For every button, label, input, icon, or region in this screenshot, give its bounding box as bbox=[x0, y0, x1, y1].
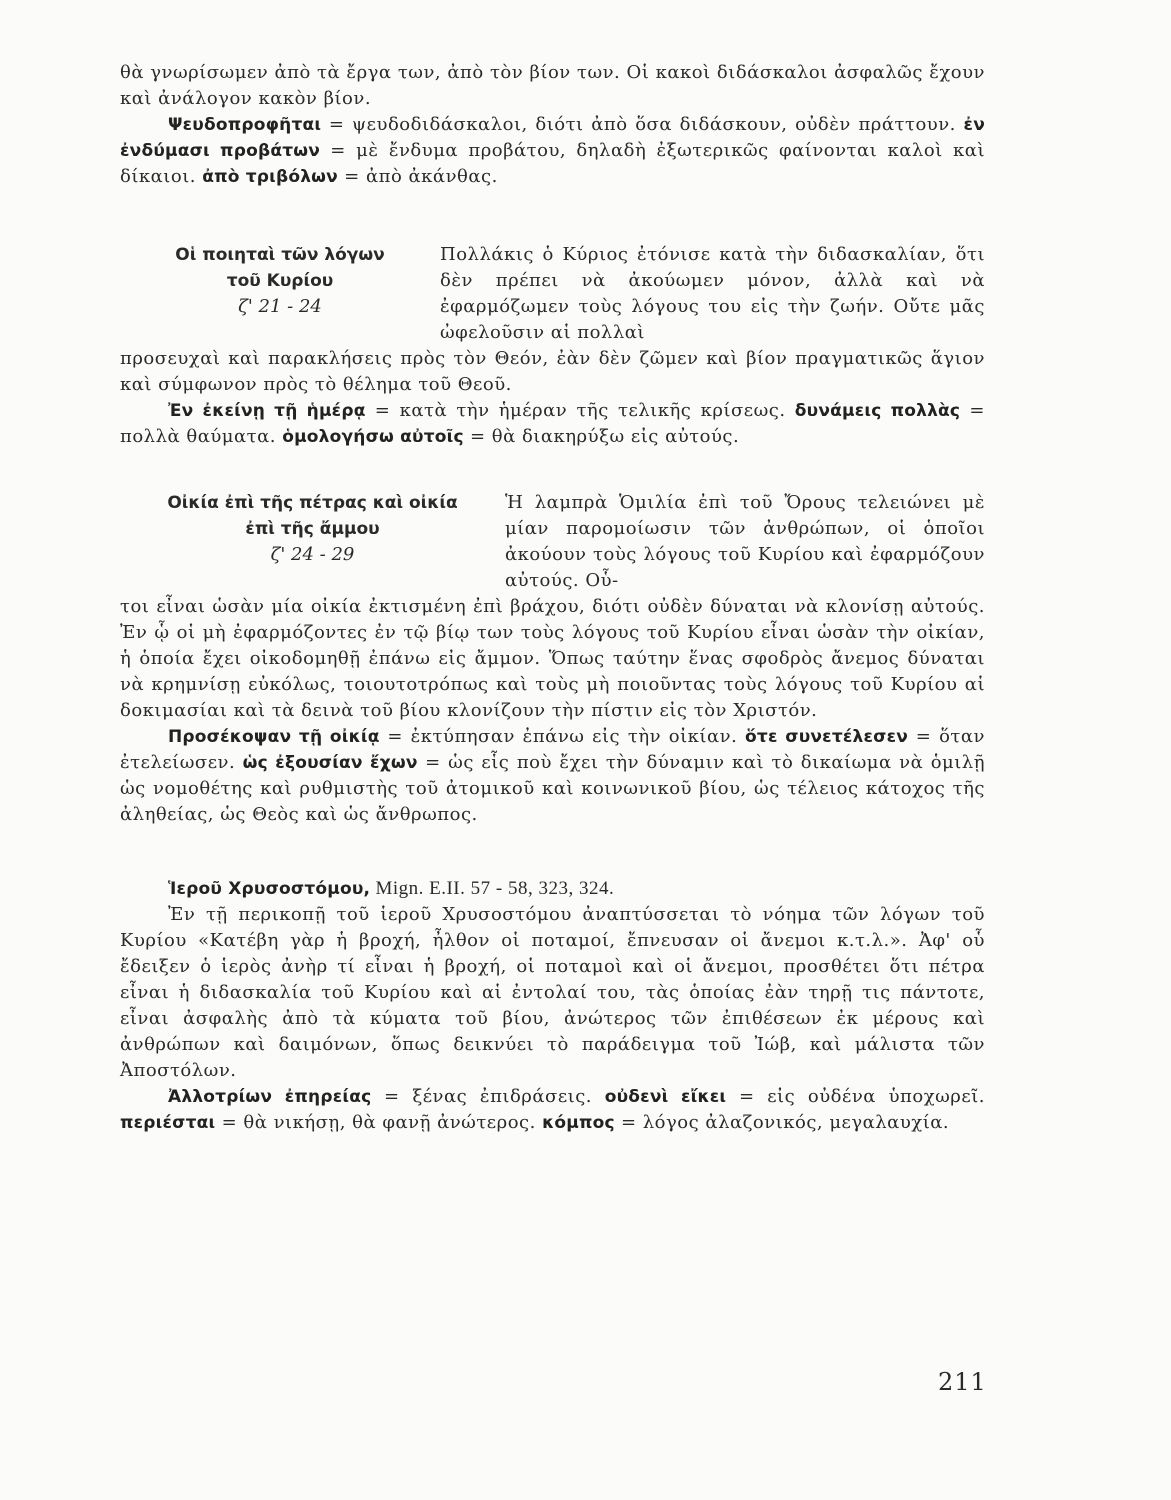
gloss-term: ἐν ἐνδύμασι προβάτων bbox=[120, 115, 985, 161]
section-poets-of-words bbox=[120, 242, 985, 450]
section-title-line: ἐπὶ τῆς ἄμμου bbox=[245, 519, 380, 539]
gloss-def: = μὲ ἔνδυμα προβάτου, δηλαδὴ ἐξωτερικῶς φαίνονται καλοὶ καὶ δίκαιοι. bbox=[120, 140, 985, 187]
gloss-def: = ὡς εἷς ποὺ ἔχει τὴν δύναμιν καὶ τὸ δικαίωμα νὰ ὁμιλῇ ὡς νομοθέτης καὶ ρυθμιστὴς τοῦ ἀτομικοῦ καὶ κοινωνικοῦ βίου, ὡς τέλειος κάτοχος τῆς ἀληθείας, ὡς Θεὸς καὶ ὡς ἄνθρωπος. bbox=[120, 752, 985, 825]
gloss-def: = θὰ νικήσῃ, θὰ φανῇ ἀνώτερος. bbox=[215, 1112, 543, 1133]
gloss-term: Προσέκοψαν τῇ οἰκίᾳ bbox=[168, 727, 380, 747]
section-title-line: Οἰκία ἐπὶ τῆς πέτρας καὶ οἰκία bbox=[167, 493, 458, 513]
gloss-def: = ἐκτύπησαν ἐπάνω εἰς τὴν οἰκίαν. bbox=[379, 726, 746, 747]
intro-paragraph: θὰ γνωρίσωμεν ἀπὸ τὰ ἔργα των, ἀπὸ τὸν βίον των. Οἱ κακοὶ διδάσκαλοι ἀσφαλῶς ἔχουν καὶ ἀνάλογον κακὸν βίον. bbox=[120, 62, 985, 109]
gloss-term: ὁμολογήσω αὐτοῖς bbox=[282, 427, 464, 447]
gloss-term: δυνάμεις πολλὰς bbox=[794, 401, 961, 421]
page-number: 211 bbox=[938, 1368, 987, 1396]
section-reference: ζ' 21 - 24 bbox=[238, 296, 322, 317]
section-glossary bbox=[120, 398, 985, 450]
gloss-term: Ψευδοπροφῆται bbox=[168, 115, 322, 135]
gloss-term: Ἀλλοτρίων ἐπηρείας bbox=[168, 1087, 372, 1107]
gloss-def: = πολλὰ θαύματα. bbox=[120, 400, 985, 447]
gloss-term: οὐδενὶ εἴκει bbox=[604, 1087, 727, 1107]
gloss-def: = θὰ διακηρύξω εἰς αὐτούς. bbox=[463, 426, 740, 447]
section-heading bbox=[120, 876, 985, 902]
gloss-term: ὡς ἐξουσίαν ἔχων bbox=[242, 753, 418, 773]
gloss-term: ἀπὸ τριβόλων bbox=[202, 167, 338, 187]
intro-glossary bbox=[120, 112, 985, 190]
section-title-line: Οἱ ποιηταὶ τῶν λόγων bbox=[175, 245, 385, 265]
section-side-text: Πολλάκις ὁ Κύριος ἐτόνισε κατὰ τὴν διδασκαλίαν, ὅτι δὲν πρέπει νὰ ἀκούωμεν μόνον, ἀλλὰ καὶ νὰ ἐφαρμόζωμεν τοὺς λόγους του εἰς τὴν ζωήν. Οὔτε μᾶς ὠφελοῦσιν αἱ πολλαὶ bbox=[440, 244, 985, 343]
gloss-def: = ὅταν ἐτελείωσεν. bbox=[120, 726, 985, 773]
gloss-term: ὅτε συνετέλεσεν bbox=[745, 727, 909, 747]
section-side-text: Ἡ λαμπρὰ Ὁμιλία ἐπὶ τοῦ Ὄρους τελειώνει μὲ μίαν παρομοίωσιν τῶν ἀνθρώπων, οἱ ὁποῖοι ἀκούουν τοὺς λόγους τοῦ Κυρίου καὶ ἐφαρμόζουν αὐτούς. Οὗ- bbox=[505, 492, 985, 591]
section-title-line: τοῦ Κυρίου bbox=[226, 271, 334, 291]
page-content bbox=[120, 60, 985, 1136]
section-glossary bbox=[120, 724, 985, 828]
section-head bbox=[120, 490, 985, 594]
section-reference: ζ' 24 - 29 bbox=[270, 544, 355, 565]
section-house-on-rock bbox=[120, 490, 985, 828]
gloss-term: Ἐν ἐκείνῃ τῇ ἡμέρᾳ bbox=[168, 401, 366, 421]
section-head bbox=[120, 242, 985, 346]
gloss-term: κόμπος bbox=[542, 1113, 615, 1133]
gloss-def: = ξένας ἐπιδράσεις. bbox=[371, 1086, 605, 1107]
gloss-def: = λόγος ἀλαζονικός, μεγαλαυχία. bbox=[614, 1112, 950, 1133]
section-glossary bbox=[120, 1084, 985, 1136]
gloss-term: περιέσται bbox=[120, 1113, 216, 1133]
section-chrysostom bbox=[120, 876, 985, 1136]
source-reference: Mign. E.II. 57 - 58, 323, 324. bbox=[370, 878, 615, 899]
section-title bbox=[120, 490, 505, 594]
section-text: Ἐν τῇ περικοπῇ τοῦ ἱεροῦ Χρυσοστόμου ἀναπτύσσεται τὸ νόημα τῶν λόγων τοῦ Κυρίου «Κατέβη γὰρ ἡ βροχή, ἦλθον οἱ ποταμοί, ἔπνευσαν οἱ ἄνεμοι κ.τ.λ.». Ἀφ' οὗ ἔδειξεν ὁ ἱερὸς ἀνὴρ τί εἶναι ἡ βροχή, οἱ ποταμοὶ καὶ οἱ ἄνεμοι, προσθέτει ὅτι πέτρα εἶναι ἡ διδασκαλία τοῦ Κυρίου καὶ αἱ ἐντολαί του, τὰς ὁποίας ἐὰν τηρῇ τις πάντοτε, εἶναι ἀσφαλὴς ἀπὸ τὰ κύματα τοῦ βίου, ἀνώτερος τῶν ἐπιθέσεων ἐκ μέρους καὶ ἀνθρώπων καὶ δαιμόνων, ὅπως δεικνύει τὸ παράδειγμα τοῦ Ἰώβ, καὶ μάλιστα τῶν Ἀποστόλων. bbox=[120, 904, 985, 1081]
section-text: προσευχαὶ καὶ παρακλήσεις πρὸς τὸν Θεόν, ἐὰν δὲν ζῶμεν καὶ βίον πραγματικῶς ἅγιον καὶ σύμφωνον πρὸς τὸ θέλημα τοῦ Θεοῦ. bbox=[120, 348, 985, 395]
gloss-def: = εἰς οὐδένα ὑποχωρεῖ. bbox=[726, 1086, 985, 1107]
section-text: τοι εἶναι ὡσὰν μία οἰκία ἐκτισμένη ἐπὶ βράχου, διότι οὐδὲν δύναται νὰ κλονίσῃ αὐτούς. Ἐν ᾧ οἱ μὴ ἐφαρμόζοντες ἐν τῷ βίῳ των τοὺς λόγους τοῦ Κυρίου εἶναι ὡσὰν τὴν οἰκίαν, ἡ ὁποία ἔχει οἰκοδομηθῇ ἐπάνω εἰς ἄμμον. Ὅπως ταύτην ἕνας σφοδρὸς ἄνεμος δύναται νὰ κρημνίσῃ εὐκόλως, τοιουτοτρόπως καὶ τοὺς μὴ ποιοῦντας τοὺς λόγους τοῦ Κυρίου αἱ δοκιμασίαι καὶ τὰ δεινὰ τοῦ βίου κλονίζουν τὴν πίστιν εἰς τὸν Χριστόν. bbox=[120, 596, 985, 721]
section-title bbox=[120, 242, 440, 346]
author-name: Ἱεροῦ Χρυσοστόμου, bbox=[168, 879, 371, 899]
gloss-def: = κατὰ τὴν ἡμέραν τῆς τελικῆς κρίσεως. bbox=[365, 400, 795, 421]
gloss-def: = ἀπὸ ἀκάνθας. bbox=[337, 166, 498, 187]
gloss-def: = ψευδοδιδάσκαλοι, διότι ἀπὸ ὅσα διδάσκουν, οὐδὲν πράττουν. bbox=[321, 114, 964, 135]
